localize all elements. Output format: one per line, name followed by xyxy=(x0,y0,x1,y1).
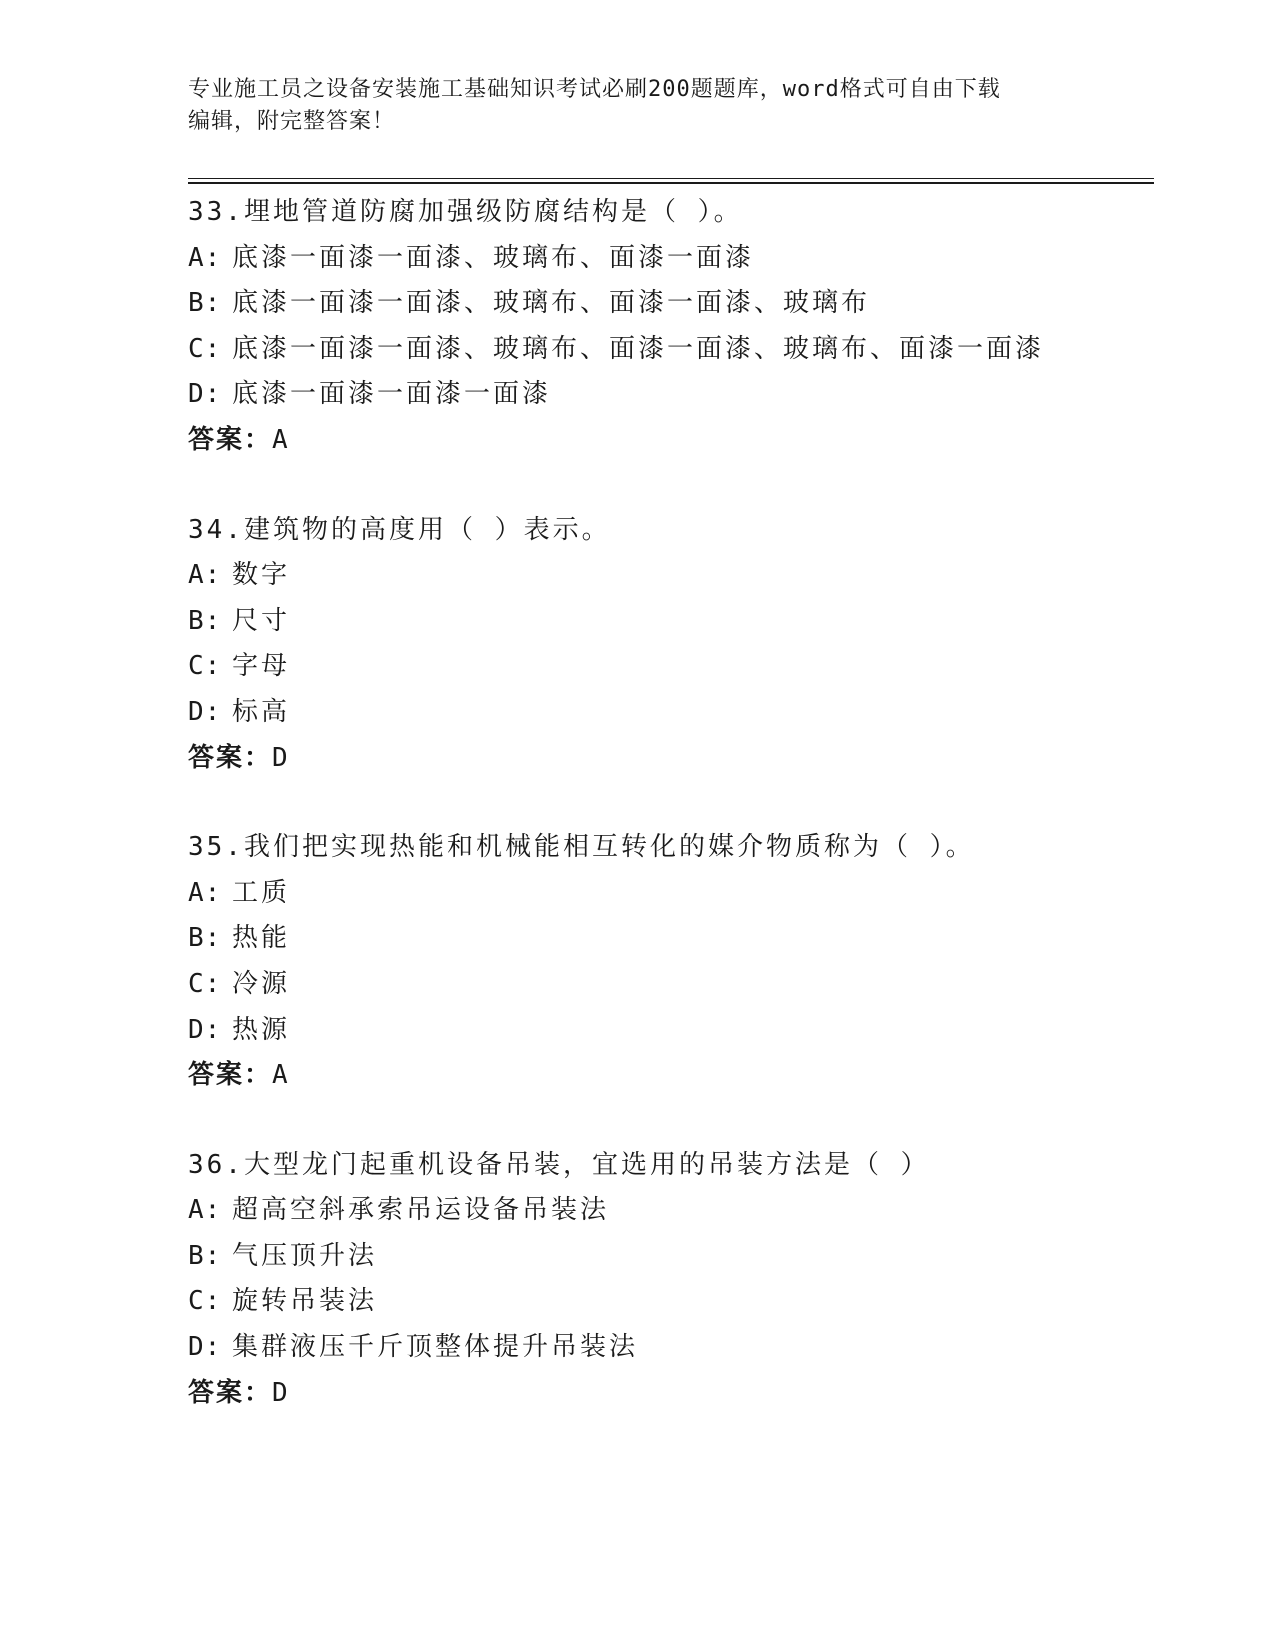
option-key: C: xyxy=(188,968,222,999)
answer-label: 答案： xyxy=(188,424,273,455)
answer-value: A xyxy=(272,424,290,455)
option-text: 超高空斜承索吊运设备吊装法 xyxy=(232,1195,610,1226)
option-d xyxy=(188,1008,1154,1054)
answer-line xyxy=(188,1053,1154,1099)
option-text: 热源 xyxy=(232,1014,291,1045)
header-divider-thin xyxy=(188,178,1154,179)
question-stem xyxy=(188,825,1154,871)
option-d xyxy=(188,690,1154,736)
option-key: D: xyxy=(188,1332,222,1363)
option-text: 旋转吊装法 xyxy=(232,1286,378,1317)
option-b xyxy=(188,599,1154,645)
option-key: D: xyxy=(188,379,222,410)
option-text: 集群液压千斤顶整体提升吊装法 xyxy=(232,1332,639,1363)
answer-label: 答案： xyxy=(188,1377,273,1408)
question-number: 35. xyxy=(188,832,244,863)
option-key: B: xyxy=(188,288,222,319)
answer-label: 答案： xyxy=(188,742,273,773)
option-key: C: xyxy=(188,333,222,364)
question-stem xyxy=(188,508,1154,554)
option-text: 底漆一面漆一面漆、玻璃布、面漆一面漆、玻璃布、面漆一面漆 xyxy=(232,333,1045,364)
question-text: 大型龙门起重机设备吊装，宜选用的吊装方法是（ ） xyxy=(243,1149,930,1180)
question-35 xyxy=(188,825,1154,1099)
answer-label: 答案： xyxy=(188,1060,273,1091)
option-text: 气压顶升法 xyxy=(232,1240,378,1271)
question-number: 34. xyxy=(188,514,244,545)
option-c xyxy=(188,327,1154,373)
option-b xyxy=(188,916,1154,962)
option-b xyxy=(188,281,1154,327)
option-text: 底漆一面漆一面漆一面漆 xyxy=(232,379,552,410)
question-34 xyxy=(188,508,1154,782)
answer-line xyxy=(188,418,1154,464)
answer-value: D xyxy=(272,742,290,773)
option-text: 热能 xyxy=(232,923,291,954)
option-a xyxy=(188,1188,1154,1234)
question-number: 36. xyxy=(188,1149,244,1180)
option-key: A: xyxy=(188,1195,222,1226)
answer-value: D xyxy=(272,1377,290,1408)
option-a xyxy=(188,871,1154,917)
option-a xyxy=(188,236,1154,282)
option-text: 工质 xyxy=(232,877,291,908)
option-d xyxy=(188,1325,1154,1371)
question-36 xyxy=(188,1143,1154,1417)
header-line-1: 专业施工员之设备安装施工基础知识考试必刷200题题库，word格式可自由下载 xyxy=(188,77,1001,102)
option-text: 底漆一面漆一面漆、玻璃布、面漆一面漆、玻璃布 xyxy=(232,288,871,319)
option-key: B: xyxy=(188,1240,222,1271)
option-text: 冷源 xyxy=(232,968,291,999)
question-text: 埋地管道防腐加强级防腐结构是（ ）。 xyxy=(243,197,743,227)
option-key: A: xyxy=(188,877,222,908)
option-d xyxy=(188,372,1154,418)
answer-value: A xyxy=(272,1060,290,1091)
answer-line xyxy=(188,736,1154,782)
option-key: B: xyxy=(188,923,222,954)
option-text: 底漆一面漆一面漆、玻璃布、面漆一面漆 xyxy=(232,242,755,273)
header-line-2: 编辑，附完整答案！ xyxy=(188,109,396,134)
question-list xyxy=(188,190,1154,1460)
option-key: A: xyxy=(188,560,222,591)
question-stem xyxy=(188,1143,1154,1189)
question-33 xyxy=(188,190,1154,464)
option-text: 标高 xyxy=(232,696,291,727)
question-text: 建筑物的高度用（ ）表示。 xyxy=(243,514,611,545)
option-c xyxy=(188,1279,1154,1325)
option-key: C: xyxy=(188,1286,222,1317)
option-key: C: xyxy=(188,651,222,682)
option-text: 尺寸 xyxy=(232,605,291,636)
option-b xyxy=(188,1234,1154,1280)
option-text: 字母 xyxy=(232,651,291,682)
option-key: D: xyxy=(188,696,222,727)
option-a xyxy=(188,553,1154,599)
option-text: 数字 xyxy=(232,560,291,591)
answer-line xyxy=(188,1371,1154,1417)
document-header xyxy=(188,74,1088,138)
option-key: D: xyxy=(188,1014,222,1045)
question-stem xyxy=(188,190,1154,236)
question-text: 我们把实现热能和机械能相互转化的媒介物质称为（ ）。 xyxy=(243,832,975,863)
option-key: A: xyxy=(188,242,222,273)
option-key: B: xyxy=(188,605,222,636)
header-divider-thick xyxy=(188,182,1154,184)
option-c xyxy=(188,962,1154,1008)
question-number: 33. xyxy=(188,197,244,227)
option-c xyxy=(188,644,1154,690)
